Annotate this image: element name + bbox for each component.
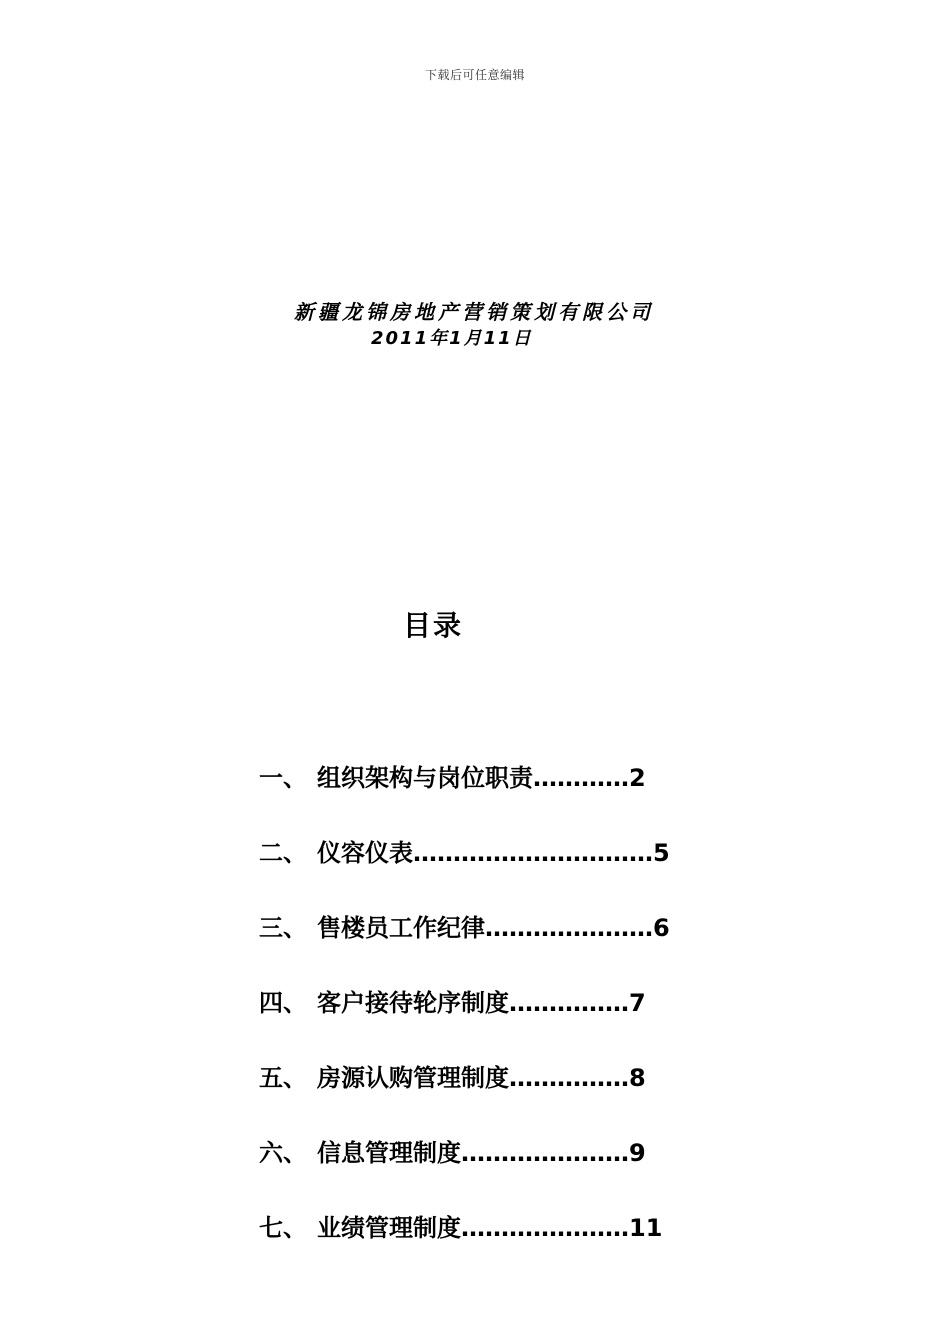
toc-item[interactable]	[259, 1058, 670, 1133]
toc-item-title: 售楼员工作纪律	[317, 914, 485, 942]
toc-item-title: 信息管理制度	[317, 1139, 461, 1167]
toc-item-title: 业绩管理制度	[317, 1214, 461, 1242]
toc-item-title: 仪容仪表	[317, 839, 413, 867]
cover-date: 2011年1月11日	[371, 328, 533, 349]
toc-item-page: 11	[629, 1214, 663, 1242]
toc-item-page: 7	[629, 989, 646, 1017]
toc-item-page: 5	[653, 839, 670, 867]
toc-item-leader: …………………………	[413, 839, 653, 867]
toc-item-page: 6	[653, 914, 670, 942]
toc-item-title: 房源认购管理制度	[317, 1064, 509, 1092]
toc-item-number: 四、	[259, 989, 307, 1017]
company-name: 新疆龙锦房地产营销策划有限公司	[294, 300, 654, 324]
toc-list	[259, 758, 670, 1283]
toc-item[interactable]	[259, 908, 670, 983]
toc-item[interactable]	[259, 833, 670, 908]
toc-item-leader: …………	[533, 764, 629, 792]
toc-item[interactable]	[259, 1133, 670, 1208]
toc-item-title: 客户接待轮序制度	[317, 989, 509, 1017]
toc-item-leader: …………………	[485, 914, 653, 942]
toc-item-leader: ……………	[509, 989, 629, 1017]
toc-item[interactable]	[259, 983, 670, 1058]
toc-item-number: 二、	[259, 839, 307, 867]
toc-item-number: 三、	[259, 914, 307, 942]
toc-item-page: 9	[629, 1139, 646, 1167]
toc-item-number: 七、	[259, 1214, 307, 1242]
toc-item-leader: …………………	[461, 1214, 629, 1242]
toc-item-leader: ……………	[509, 1064, 629, 1092]
toc-item-page: 2	[629, 764, 646, 792]
header-note: 下载后可任意编辑	[424, 68, 525, 82]
toc-title: 目录	[403, 609, 464, 642]
toc-item[interactable]	[259, 758, 670, 833]
toc-item-leader: …………………	[461, 1139, 629, 1167]
toc-item-page: 8	[629, 1064, 646, 1092]
toc-item[interactable]	[259, 1208, 670, 1283]
toc-item-number: 一、	[259, 764, 307, 792]
toc-item-number: 五、	[259, 1064, 307, 1092]
toc-item-title: 组织架构与岗位职责	[317, 764, 533, 792]
toc-item-number: 六、	[259, 1139, 307, 1167]
